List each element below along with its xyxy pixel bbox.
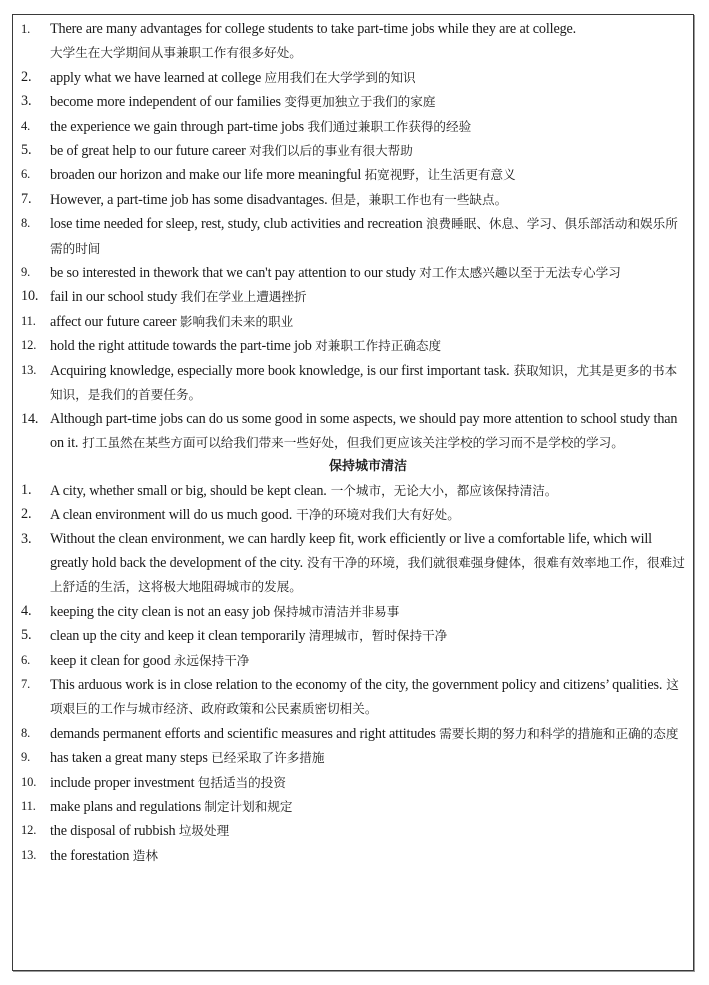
list-item (13, 771, 693, 795)
list-item (13, 722, 693, 746)
item-english: the experience we gain through part-time jobs (50, 118, 305, 135)
item-chinese: 一个城市，无论大小，都应该保持清洁。 (326, 482, 558, 498)
list-item (13, 479, 693, 503)
item-chinese: 对我们以后的事业有很大帮助 (249, 143, 413, 159)
section-keep-city-clean (13, 455, 693, 868)
item-number: 7. (21, 190, 32, 207)
list-item (13, 408, 693, 456)
item-english: There are many advantages for college students to take part-time jobs while they are at college. (50, 21, 577, 37)
list-item (13, 624, 693, 648)
list-item (13, 163, 693, 187)
item-chinese: 对兼职工作持正确态度 (315, 338, 442, 354)
item-english: the forestation (50, 847, 130, 864)
item-number: 5. (21, 627, 32, 644)
document-frame (12, 14, 694, 971)
list-item (13, 795, 693, 819)
item-english: Without the clean environment, we can hardly keep fit, work efficiently or live a comfortable life, which will greatly hold back the development of the city. (50, 530, 652, 571)
item-chinese: 垃圾处理 (178, 823, 230, 839)
list-item (13, 261, 693, 285)
item-english: clean up the city and keep it clean temporarily (50, 628, 306, 645)
list-item (13, 819, 693, 843)
list-item (13, 503, 693, 527)
item-number: 7. (21, 676, 31, 691)
item-number: 3. (21, 530, 32, 547)
list-item (13, 139, 693, 163)
item-chinese: 获取知识，尤其是更多的书本知识，是我们的首要任务。 (50, 362, 678, 403)
list-item (13, 673, 693, 722)
item-english: keeping the city clean is not an easy job (50, 603, 270, 620)
item-chinese: 保持城市清洁并非易事 (273, 603, 400, 619)
item-chinese: 造林 (132, 847, 158, 863)
list-item (13, 359, 693, 408)
item-chinese: 永远保持干净 (173, 652, 250, 668)
item-number: 1. (21, 22, 31, 36)
item-chinese: 打工虽然在某些方面可以给我们带来一些好处，但我们更应该关注学校的学习而不是学校的学习。 (78, 434, 624, 450)
item-english: fail in our school study (50, 289, 178, 306)
item-chinese: 已经采取了许多措施 (211, 750, 325, 766)
item-english: hold the right attitude towards the part-time job (50, 338, 312, 355)
item-english: However, a part-time job has some disadvantages. (50, 191, 328, 208)
item-english: lose time needed for sleep, rest, study, club activities and recreation (50, 216, 423, 233)
item-number: 9. (21, 750, 31, 765)
item-english: Acquiring knowledge, especially more book knowledge, is our first important task. (50, 362, 510, 379)
item-number: 10. (21, 774, 37, 789)
item-english: be so interested in thework that we can't pay attention to our study (50, 265, 416, 282)
item-chinese: 制定计划和规定 (204, 799, 293, 814)
item-english: keep it clean for good (50, 652, 171, 669)
item-number: 3. (21, 93, 32, 110)
list-item (13, 212, 693, 261)
list-item (13, 90, 693, 114)
item-number: 5. (21, 142, 32, 159)
item-number: 4. (21, 118, 31, 133)
item-number: 6. (21, 652, 31, 667)
item-number: 13. (21, 362, 37, 377)
item-chinese: 我们通过兼职工作获得的经验 (307, 118, 472, 134)
list-item (13, 310, 693, 334)
item-number: 10. (21, 288, 39, 305)
item-chinese: 没有干净的环境，我们就很难强身健体，很难有效率地工作，很难过上舒适的生活，这将极大地阻碍城市的发展。 (50, 554, 685, 595)
item-english: has taken a great many steps (50, 750, 208, 767)
list-item (13, 285, 693, 309)
item-english: A city, whether small or big, should be kept clean. (50, 482, 327, 499)
list-item (13, 115, 693, 139)
item-chinese: 拓宽视野，让生活更有意义 (364, 167, 516, 183)
item-english: make plans and regulations (50, 799, 201, 815)
section-part-time-jobs (13, 18, 693, 455)
item-number: 12. (21, 823, 37, 838)
item-english: include proper investment (50, 774, 195, 791)
list-item (13, 649, 693, 673)
item-english: the disposal of rubbish (50, 823, 176, 840)
item-number: 14. (21, 410, 39, 427)
item-english: broaden our horizon and make our life more meaningful (50, 167, 362, 184)
item-number: 8. (21, 216, 31, 231)
item-english: This arduous work is in close relation to the economy of the city, the government policy and citizens’ qualities. (50, 676, 663, 693)
item-english: demands permanent efforts and scientific measures and right attitudes (50, 725, 436, 742)
list-item (13, 746, 693, 770)
list-item (13, 18, 693, 66)
section-title: 保持城市清洁 (328, 459, 407, 475)
list-item (13, 188, 693, 212)
item-english: be of great help to our future career (50, 143, 246, 160)
item-number: 8. (21, 725, 31, 740)
item-chinese: 我们在学业上遭遇挫折 (180, 289, 307, 305)
item-english: become more independent of our families (50, 94, 281, 111)
item-number: 4. (21, 602, 32, 619)
item-chinese: 大学生在大学期间从事兼职工作有很多好处。 (50, 45, 302, 61)
item-number: 6. (21, 167, 31, 182)
item-number: 2. (21, 68, 32, 85)
list-item (13, 528, 693, 600)
item-chinese: 干净的环境对我们大有好处。 (292, 507, 460, 523)
item-english: A clean environment will do us much good. (50, 507, 293, 524)
item-chinese: 变得更加独立于我们的家庭 (284, 94, 436, 110)
item-number: 12. (21, 338, 37, 353)
item-chinese: 影响我们未来的职业 (179, 313, 294, 329)
item-chinese: 对工作太感兴趣以至于无法专心学习 (419, 265, 621, 281)
item-english: affect our future career (50, 313, 177, 330)
list-item (13, 600, 693, 624)
item-number: 2. (21, 506, 32, 523)
item-chinese: 清理城市，暂时保持干净 (308, 628, 448, 644)
item-number: 1. (21, 481, 32, 498)
item-number: 11. (21, 313, 36, 328)
item-number: 11. (21, 799, 36, 813)
item-chinese: 需要长期的努力和科学的措施和正确的态度 (439, 725, 679, 741)
item-chinese: 包括适当的投资 (197, 774, 286, 790)
item-number: 13. (21, 847, 37, 862)
list-item (13, 844, 693, 868)
item-chinese: 应用我们在大学学到的知识 (264, 69, 416, 85)
item-english: Although part-time jobs can do us some good in some aspects, we should pay more attention to school study than on it. (50, 410, 678, 451)
item-number: 9. (21, 265, 31, 280)
item-chinese: 但是，兼职工作也有一些缺点。 (330, 191, 508, 207)
list-item (13, 66, 693, 90)
item-chinese: 这项艰巨的工作与城市经济、政府政策和公民素质密切相关。 (50, 676, 679, 717)
list-item (13, 334, 693, 358)
item-english: apply what we have learned at college (50, 69, 262, 86)
item-chinese: 浪费睡眠、休息、学习、俱乐部活动和娱乐所需的时间 (50, 216, 678, 256)
